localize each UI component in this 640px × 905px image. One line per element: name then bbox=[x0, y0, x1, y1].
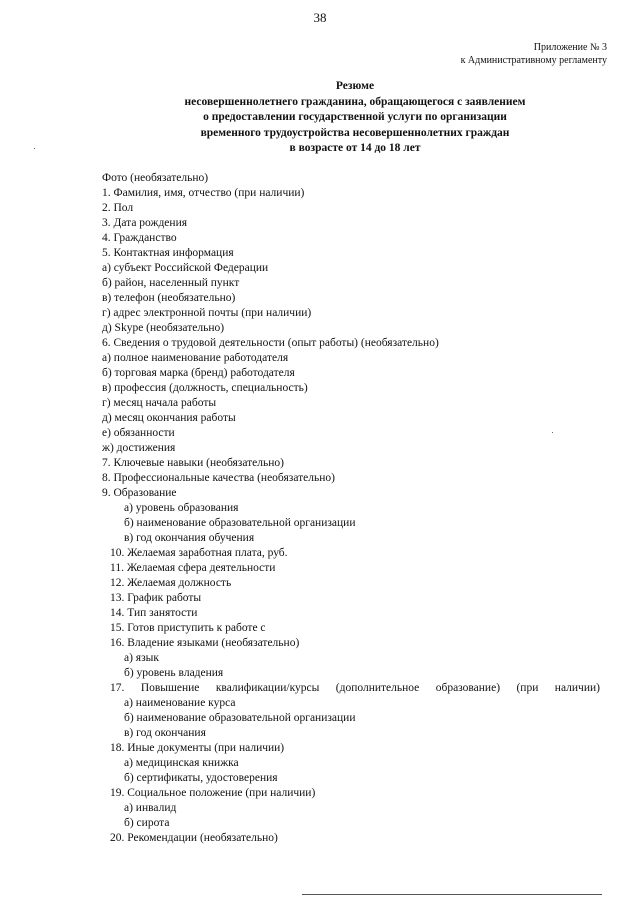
bottom-rule bbox=[302, 894, 602, 895]
resume-field-line: 13. График работы bbox=[110, 592, 202, 604]
resume-field-line: д) Skype (необязательно) bbox=[102, 322, 225, 334]
resume-field-line: б) сертификаты, удостоверения bbox=[124, 772, 278, 784]
scan-speck bbox=[552, 432, 553, 433]
resume-field-line: 3. Дата рождения bbox=[102, 217, 188, 229]
resume-field-line: ж) достижения bbox=[102, 442, 176, 454]
resume-field-line: 16. Владение языками (необязательно) bbox=[110, 637, 300, 649]
resume-field-line: 11. Желаемая сфера деятельности bbox=[110, 562, 276, 574]
resume-field-line: 5. Контактная информация bbox=[102, 247, 234, 259]
resume-field-line: 9. Образование bbox=[102, 487, 177, 499]
resume-field-line: а) медицинская книжка bbox=[124, 757, 239, 769]
resume-field-line: в) год окончания bbox=[124, 727, 206, 739]
resume-field-line: д) месяц окончания работы bbox=[102, 412, 236, 424]
resume-field-line: в) год окончания обучения bbox=[124, 532, 255, 544]
resume-field-line: б) район, населенный пункт bbox=[102, 277, 240, 289]
title-line-1: Резюме bbox=[335, 80, 375, 92]
resume-field-line: 6. Сведения о трудовой деятельности (опыт работы) (необязательно) bbox=[102, 337, 439, 349]
resume-field-line: а) инвалид bbox=[124, 802, 177, 814]
resume-field-line: 14. Тип занятости bbox=[110, 607, 198, 619]
resume-field-line: 2. Пол bbox=[102, 202, 134, 214]
resume-field-line: в) телефон (необязательно) bbox=[102, 292, 236, 304]
resume-field-line: а) полное наименование работодателя bbox=[102, 352, 289, 364]
document-title bbox=[0, 79, 640, 157]
resume-field-line: е) обязанности bbox=[102, 427, 175, 439]
resume-field-line: 18. Иные документы (при наличии) bbox=[110, 742, 285, 754]
appendix-number: Приложение № 3 bbox=[533, 42, 607, 53]
resume-field-line: б) наименование образовательной организации bbox=[124, 517, 356, 529]
appendix-note bbox=[461, 41, 607, 67]
resume-field-line: 20. Рекомендации (необязательно) bbox=[110, 832, 278, 844]
title-line-3: о предоставлении государственной услуги по организации bbox=[203, 111, 507, 123]
resume-field-line: 1. Фамилия, имя, отчество (при наличии) bbox=[102, 187, 305, 199]
resume-field-line: г) адрес электронной почты (при наличии) bbox=[102, 307, 312, 319]
resume-field-line: 12. Желаемая должность bbox=[110, 577, 232, 589]
resume-field-line: в) профессия (должность, специальность) bbox=[102, 382, 308, 394]
resume-field-line: Фото (необязательно) bbox=[102, 172, 209, 184]
resume-field-line: б) торговая марка (бренд) работодателя bbox=[102, 367, 295, 379]
title-line-4: временного трудоустройства несовершеннолетних граждан bbox=[200, 126, 510, 139]
resume-field-line: а) язык bbox=[124, 652, 159, 664]
resume-field-line: 4. Гражданство bbox=[102, 232, 177, 244]
appendix-reference: к Административному регламенту bbox=[460, 55, 607, 66]
title-line-2: несовершеннолетнего гражданина, обращающегося с заявлением bbox=[184, 95, 526, 108]
resume-field-line: 19. Социальное положение (при наличии) bbox=[110, 787, 316, 799]
resume-field-line: 7. Ключевые навыки (необязательно) bbox=[102, 457, 285, 469]
resume-field-line: 15. Готов приступить к работе с bbox=[110, 622, 266, 634]
resume-field-line: а) наименование курса bbox=[124, 697, 236, 709]
page-number: 38 bbox=[313, 10, 327, 25]
resume-field-line: г) месяц начала работы bbox=[102, 397, 217, 409]
resume-field-line: а) уровень образования bbox=[124, 502, 239, 514]
resume-field-line: б) сирота bbox=[124, 817, 170, 829]
resume-field-line: б) наименование образовательной организации bbox=[124, 712, 356, 724]
resume-field-line: б) уровень владения bbox=[124, 667, 224, 679]
title-line-5: в возрасте от 14 до 18 лет bbox=[289, 142, 421, 154]
resume-field-line: 17. Повышение квалификации/курсы (дополнительное образование) (при наличии) bbox=[110, 682, 600, 694]
resume-field-list bbox=[102, 171, 602, 846]
resume-field-line: 8. Профессиональные качества (необязательно) bbox=[102, 472, 335, 484]
resume-field-line: а) субъект Российской Федерации bbox=[102, 262, 269, 274]
scan-speck bbox=[34, 148, 35, 149]
resume-field-line: 10. Желаемая заработная плата, руб. bbox=[110, 547, 288, 559]
